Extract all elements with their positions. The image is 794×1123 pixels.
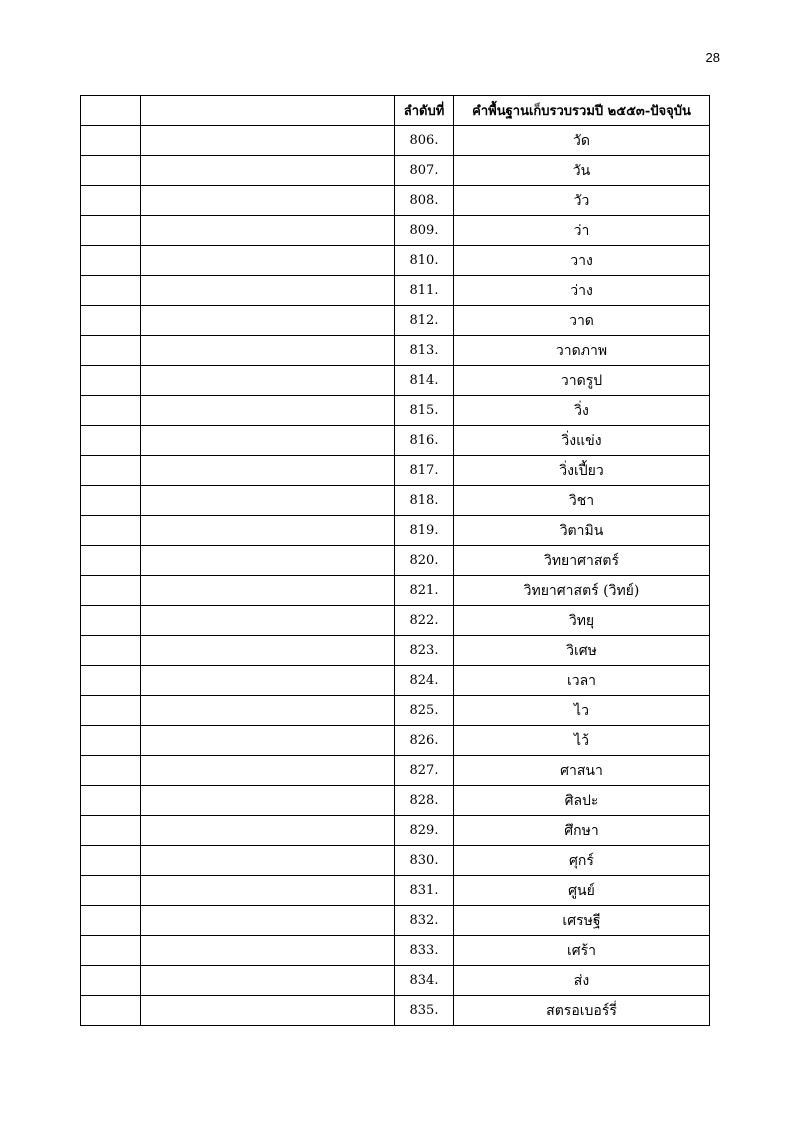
- table-row: [81, 546, 710, 576]
- row-number-cell: 814.: [395, 366, 454, 396]
- row-word-cell: ว่าง: [454, 276, 710, 306]
- empty-cell: [81, 966, 141, 996]
- empty-cell: [81, 876, 141, 906]
- row-number-cell: 825.: [395, 696, 454, 726]
- row-number-cell: 827.: [395, 756, 454, 786]
- table-row: [81, 606, 710, 636]
- table-row: [81, 396, 710, 426]
- table-row: [81, 696, 710, 726]
- word-column-header: คำพื้นฐานเก็บรวบรวมปี ๒๕๕๓-ปัจจุบัน: [454, 96, 710, 126]
- empty-cell: [81, 576, 141, 606]
- row-number-cell: 813.: [395, 336, 454, 366]
- row-number-cell: 824.: [395, 666, 454, 696]
- word-table: [80, 95, 710, 1026]
- table-row: [81, 156, 710, 186]
- empty-cell: [81, 96, 141, 126]
- row-word-cell: วาง: [454, 246, 710, 276]
- row-number-cell: 822.: [395, 606, 454, 636]
- row-number-cell: 823.: [395, 636, 454, 666]
- table-header-row: [81, 96, 710, 126]
- row-number-cell: 808.: [395, 186, 454, 216]
- empty-cell: [81, 756, 141, 786]
- empty-cell: [141, 306, 395, 336]
- empty-cell: [141, 756, 395, 786]
- table-row: [81, 846, 710, 876]
- row-number-cell: 807.: [395, 156, 454, 186]
- table-body: [81, 96, 710, 1026]
- table-row: [81, 666, 710, 696]
- row-word-cell: วิเศษ: [454, 636, 710, 666]
- table-row: [81, 366, 710, 396]
- empty-cell: [81, 606, 141, 636]
- empty-cell: [81, 786, 141, 816]
- row-word-cell: สตรอเบอร์รี่: [454, 996, 710, 1026]
- table-row: [81, 306, 710, 336]
- empty-cell: [141, 606, 395, 636]
- empty-cell: [81, 486, 141, 516]
- empty-cell: [81, 156, 141, 186]
- row-number-cell: 828.: [395, 786, 454, 816]
- empty-cell: [141, 876, 395, 906]
- empty-cell: [141, 366, 395, 396]
- empty-cell: [141, 936, 395, 966]
- row-word-cell: วิทยาศาสตร์ (วิทย์): [454, 576, 710, 606]
- empty-cell: [81, 126, 141, 156]
- table-row: [81, 966, 710, 996]
- row-number-cell: 818.: [395, 486, 454, 516]
- empty-cell: [81, 846, 141, 876]
- empty-cell: [81, 726, 141, 756]
- table-row: [81, 276, 710, 306]
- empty-cell: [141, 696, 395, 726]
- empty-cell: [81, 936, 141, 966]
- empty-cell: [141, 186, 395, 216]
- table-row: [81, 636, 710, 666]
- row-number-cell: 810.: [395, 246, 454, 276]
- row-word-cell: วัด: [454, 126, 710, 156]
- empty-cell: [81, 426, 141, 456]
- table-row: [81, 996, 710, 1026]
- empty-cell: [141, 156, 395, 186]
- row-number-cell: 806.: [395, 126, 454, 156]
- table-row: [81, 456, 710, 486]
- empty-cell: [81, 996, 141, 1026]
- empty-cell: [141, 816, 395, 846]
- empty-cell: [141, 906, 395, 936]
- row-word-cell: ไว: [454, 696, 710, 726]
- row-number-cell: 817.: [395, 456, 454, 486]
- table-row: [81, 816, 710, 846]
- empty-cell: [141, 96, 395, 126]
- row-number-cell: 819.: [395, 516, 454, 546]
- empty-cell: [81, 246, 141, 276]
- empty-cell: [81, 516, 141, 546]
- row-word-cell: วัว: [454, 186, 710, 216]
- empty-cell: [141, 336, 395, 366]
- empty-cell: [141, 126, 395, 156]
- empty-cell: [141, 276, 395, 306]
- row-number-cell: 816.: [395, 426, 454, 456]
- row-number-cell: 820.: [395, 546, 454, 576]
- empty-cell: [81, 666, 141, 696]
- empty-cell: [141, 966, 395, 996]
- table-row: [81, 756, 710, 786]
- empty-cell: [141, 786, 395, 816]
- row-word-cell: วิ่ง: [454, 396, 710, 426]
- empty-cell: [141, 246, 395, 276]
- empty-cell: [141, 426, 395, 456]
- empty-cell: [141, 846, 395, 876]
- row-word-cell: เวลา: [454, 666, 710, 696]
- row-word-cell: วาดรูป: [454, 366, 710, 396]
- empty-cell: [81, 366, 141, 396]
- table-row: [81, 576, 710, 606]
- number-column-header: ลำดับที่: [395, 96, 454, 126]
- row-word-cell: วิตามิน: [454, 516, 710, 546]
- row-number-cell: 830.: [395, 846, 454, 876]
- row-word-cell: วัน: [454, 156, 710, 186]
- row-word-cell: วาดภาพ: [454, 336, 710, 366]
- empty-cell: [81, 636, 141, 666]
- row-word-cell: ส่ง: [454, 966, 710, 996]
- table-row: [81, 336, 710, 366]
- empty-cell: [141, 486, 395, 516]
- table-row: [81, 426, 710, 456]
- empty-cell: [81, 546, 141, 576]
- row-number-cell: 821.: [395, 576, 454, 606]
- table-row: [81, 216, 710, 246]
- empty-cell: [141, 216, 395, 246]
- table-row: [81, 786, 710, 816]
- empty-cell: [141, 636, 395, 666]
- table-row: [81, 876, 710, 906]
- row-number-cell: 831.: [395, 876, 454, 906]
- empty-cell: [141, 666, 395, 696]
- row-word-cell: วิทยาศาสตร์: [454, 546, 710, 576]
- empty-cell: [141, 396, 395, 426]
- table-row: [81, 936, 710, 966]
- row-word-cell: เศร้า: [454, 936, 710, 966]
- row-number-cell: 811.: [395, 276, 454, 306]
- empty-cell: [141, 456, 395, 486]
- empty-cell: [81, 396, 141, 426]
- row-word-cell: ศิลปะ: [454, 786, 710, 816]
- table-row: [81, 486, 710, 516]
- row-word-cell: วิ่งแข่ง: [454, 426, 710, 456]
- row-number-cell: 835.: [395, 996, 454, 1026]
- table-row: [81, 726, 710, 756]
- row-number-cell: 809.: [395, 216, 454, 246]
- row-word-cell: วิ่งเปี้ยว: [454, 456, 710, 486]
- row-number-cell: 829.: [395, 816, 454, 846]
- row-word-cell: เศรษฐี: [454, 906, 710, 936]
- empty-cell: [81, 906, 141, 936]
- empty-cell: [141, 546, 395, 576]
- row-word-cell: วิชา: [454, 486, 710, 516]
- table-row: [81, 246, 710, 276]
- empty-cell: [141, 726, 395, 756]
- empty-cell: [141, 576, 395, 606]
- row-word-cell: ศูนย์: [454, 876, 710, 906]
- empty-cell: [81, 216, 141, 246]
- table-row: [81, 516, 710, 546]
- empty-cell: [81, 816, 141, 846]
- row-number-cell: 812.: [395, 306, 454, 336]
- table-row: [81, 186, 710, 216]
- row-word-cell: ไว้: [454, 726, 710, 756]
- page-number: 28: [705, 50, 720, 65]
- empty-cell: [81, 306, 141, 336]
- row-word-cell: ศุกร์: [454, 846, 710, 876]
- empty-cell: [141, 516, 395, 546]
- empty-cell: [81, 186, 141, 216]
- row-word-cell: ศาสนา: [454, 756, 710, 786]
- empty-cell: [81, 696, 141, 726]
- table-row: [81, 126, 710, 156]
- row-number-cell: 832.: [395, 906, 454, 936]
- empty-cell: [81, 336, 141, 366]
- table-row: [81, 906, 710, 936]
- row-number-cell: 826.: [395, 726, 454, 756]
- empty-cell: [81, 456, 141, 486]
- empty-cell: [81, 276, 141, 306]
- row-word-cell: ศึกษา: [454, 816, 710, 846]
- row-word-cell: ว่า: [454, 216, 710, 246]
- row-word-cell: วาด: [454, 306, 710, 336]
- row-word-cell: วิทยุ: [454, 606, 710, 636]
- empty-cell: [141, 996, 395, 1026]
- row-number-cell: 815.: [395, 396, 454, 426]
- row-number-cell: 834.: [395, 966, 454, 996]
- row-number-cell: 833.: [395, 936, 454, 966]
